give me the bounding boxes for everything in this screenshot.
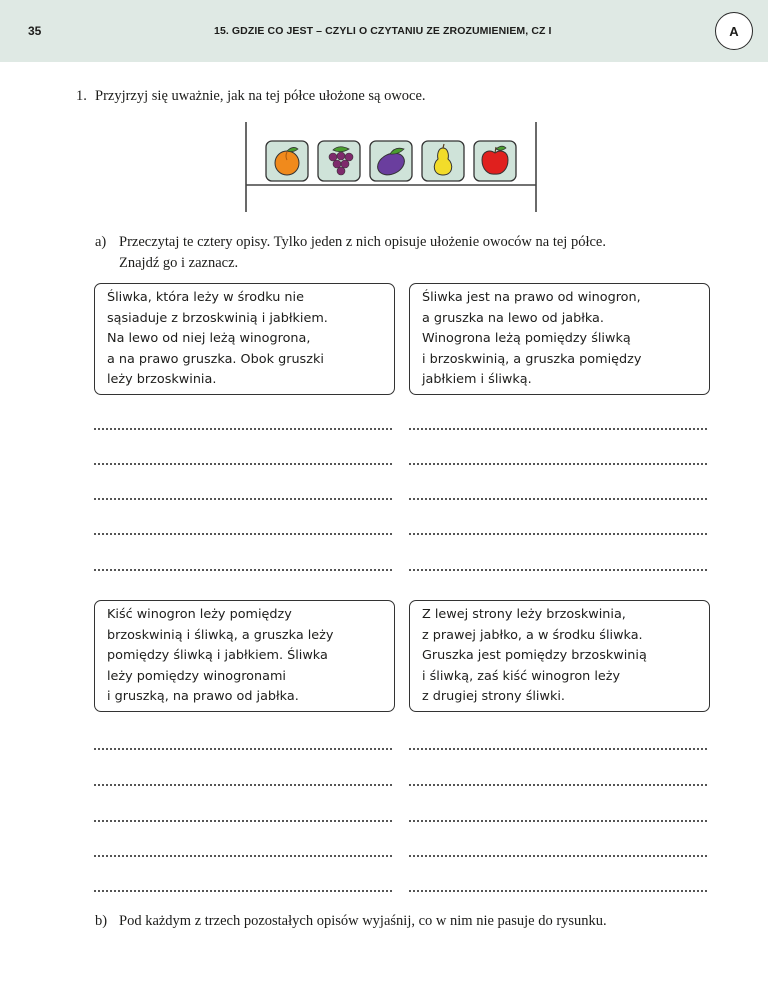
- description-box-1[interactable]: [94, 283, 395, 395]
- task-number: 1.: [76, 88, 87, 104]
- fruit-shelf: [232, 122, 550, 214]
- description-box-3[interactable]: [94, 600, 395, 712]
- description-4-line: Z lewej strony leży brzoskwinia,: [422, 607, 626, 622]
- page-header: [0, 0, 768, 62]
- part-a-line-2: Znajdź go i zaznacz.: [119, 255, 239, 271]
- description-1-line: leży brzoskwinia.: [107, 372, 217, 387]
- description-3-line: leży pomiędzy winogronami: [107, 668, 286, 684]
- description-1-line: Śliwka, która leży w środku nie: [107, 290, 304, 305]
- answer-line[interactable]: [409, 569, 707, 571]
- answer-line[interactable]: [94, 820, 392, 822]
- description-3-line: brzoskwinią i śliwką, a gruszka leży: [107, 627, 334, 643]
- variant-badge: A: [715, 12, 753, 50]
- part-b-text: Pod każdym z trzech pozostałych opisów wyjaśnij, co w nim nie pasuje do rysunku.: [119, 913, 607, 929]
- answer-line[interactable]: [94, 569, 392, 571]
- description-3-line: pomiędzy śliwką i jabłkiem. Śliwka: [107, 648, 328, 663]
- answer-line[interactable]: [94, 890, 392, 892]
- grapes-icon: [318, 141, 360, 181]
- answer-line[interactable]: [409, 748, 707, 750]
- apple-icon: [474, 141, 516, 181]
- answer-line[interactable]: [409, 533, 707, 535]
- description-box-2[interactable]: [409, 283, 710, 395]
- answer-line[interactable]: [409, 463, 707, 465]
- description-4-line: z drugiej strony śliwki.: [422, 689, 565, 704]
- shelf-drawing: [232, 122, 550, 214]
- part-a-label: a): [95, 234, 107, 250]
- part-b-label: b): [95, 913, 108, 929]
- description-2-line: Śliwka jest na prawo od winogron,: [422, 290, 641, 305]
- page-number: 35: [28, 24, 42, 38]
- chapter-title: 15. GDZIE CO JEST – CZYLI O CZYTANIU ZE ZROZUMIENIEM, CZ I: [214, 25, 552, 37]
- answer-line[interactable]: [94, 748, 392, 750]
- description-4-line: i śliwką, zaś kiść winogron leży: [422, 668, 621, 684]
- description-1-line: a na prawo gruszka. Obok gruszki: [107, 351, 324, 367]
- answer-line[interactable]: [94, 498, 392, 500]
- answer-line[interactable]: [94, 533, 392, 535]
- answer-line[interactable]: [409, 784, 707, 786]
- plum-icon: [370, 141, 412, 181]
- description-3-line: Kiść winogron leży pomiędzy: [107, 607, 292, 622]
- description-3-line: i gruszką, na prawo od jabłka.: [107, 689, 299, 704]
- answer-line[interactable]: [94, 855, 392, 857]
- answer-line[interactable]: [409, 890, 707, 892]
- answer-line[interactable]: [94, 463, 392, 465]
- description-2-line: Winogrona leżą pomiędzy śliwką: [422, 331, 631, 346]
- description-4-line: z prawej jabłko, a w środku śliwka.: [422, 627, 643, 643]
- part-a-line-1: Przeczytaj te cztery opisy. Tylko jeden z nich opisuje ułożenie owoców na tej półce.: [119, 234, 606, 250]
- answer-line[interactable]: [94, 428, 392, 430]
- description-2-line: a gruszka na lewo od jabłka.: [422, 310, 604, 326]
- description-2-line: jabłkiem i śliwką.: [422, 372, 532, 387]
- task-instruction: Przyjrzyj się uważnie, jak na tej półce ułożone są owoce.: [95, 88, 426, 104]
- description-2-line: i brzoskwinią, a gruszka pomiędzy: [422, 351, 642, 367]
- answer-line[interactable]: [409, 855, 707, 857]
- answer-line[interactable]: [94, 784, 392, 786]
- answer-line[interactable]: [409, 428, 707, 430]
- peach-icon: [266, 141, 308, 181]
- answer-line[interactable]: [409, 498, 707, 500]
- description-1-line: sąsiaduje z brzoskwinią i jabłkiem.: [107, 310, 328, 326]
- description-1-line: Na lewo od niej leżą winogrona,: [107, 331, 311, 346]
- pear-icon: [422, 141, 464, 181]
- description-4-line: Gruszka jest pomiędzy brzoskwinią: [422, 648, 647, 663]
- answer-line[interactable]: [409, 820, 707, 822]
- description-box-4[interactable]: [409, 600, 710, 712]
